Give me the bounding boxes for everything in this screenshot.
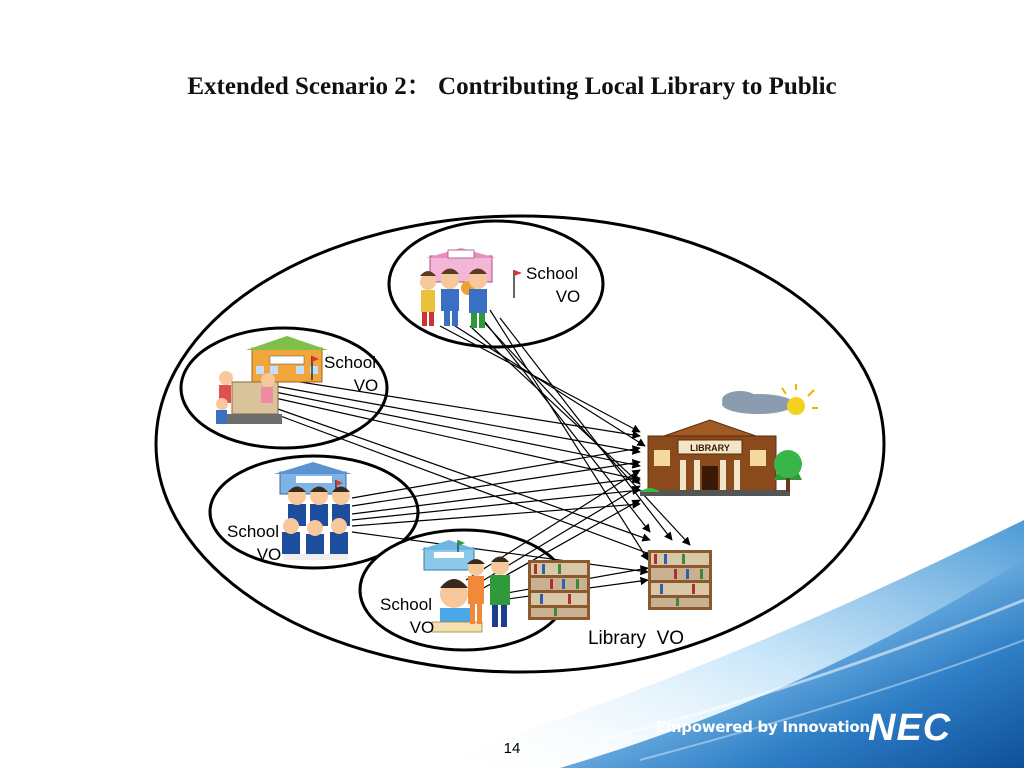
school-vo-label-left-line2: VO bbox=[353, 376, 379, 395]
school-vo-label-bottom-line1: School bbox=[380, 595, 432, 614]
slide-title: Extended Scenario 2： Contributing Local Library to Public bbox=[187, 73, 837, 100]
school-vo-label-top-line1: School bbox=[526, 264, 578, 283]
brand-tagline: Empowered by Innovation bbox=[656, 718, 870, 736]
school-vo-label-left-line1: School bbox=[324, 353, 376, 372]
page-number: 14 bbox=[503, 740, 521, 757]
library-vo-label: Library VO bbox=[587, 628, 685, 649]
nec-logo: NEC bbox=[868, 707, 952, 749]
library-illustration bbox=[640, 384, 818, 496]
school-vo-label-mid-line2: VO bbox=[256, 545, 282, 564]
school-vo-label-mid-line1: School bbox=[227, 522, 279, 541]
school-vo-label-top-line2: VO bbox=[555, 287, 581, 306]
library-sign-text: LIBRARY bbox=[690, 443, 730, 453]
bookshelf-illustration-school bbox=[528, 560, 590, 620]
school-vo-label-bottom-line2: VO bbox=[409, 618, 435, 637]
bookshelf-illustration-library bbox=[648, 550, 712, 610]
